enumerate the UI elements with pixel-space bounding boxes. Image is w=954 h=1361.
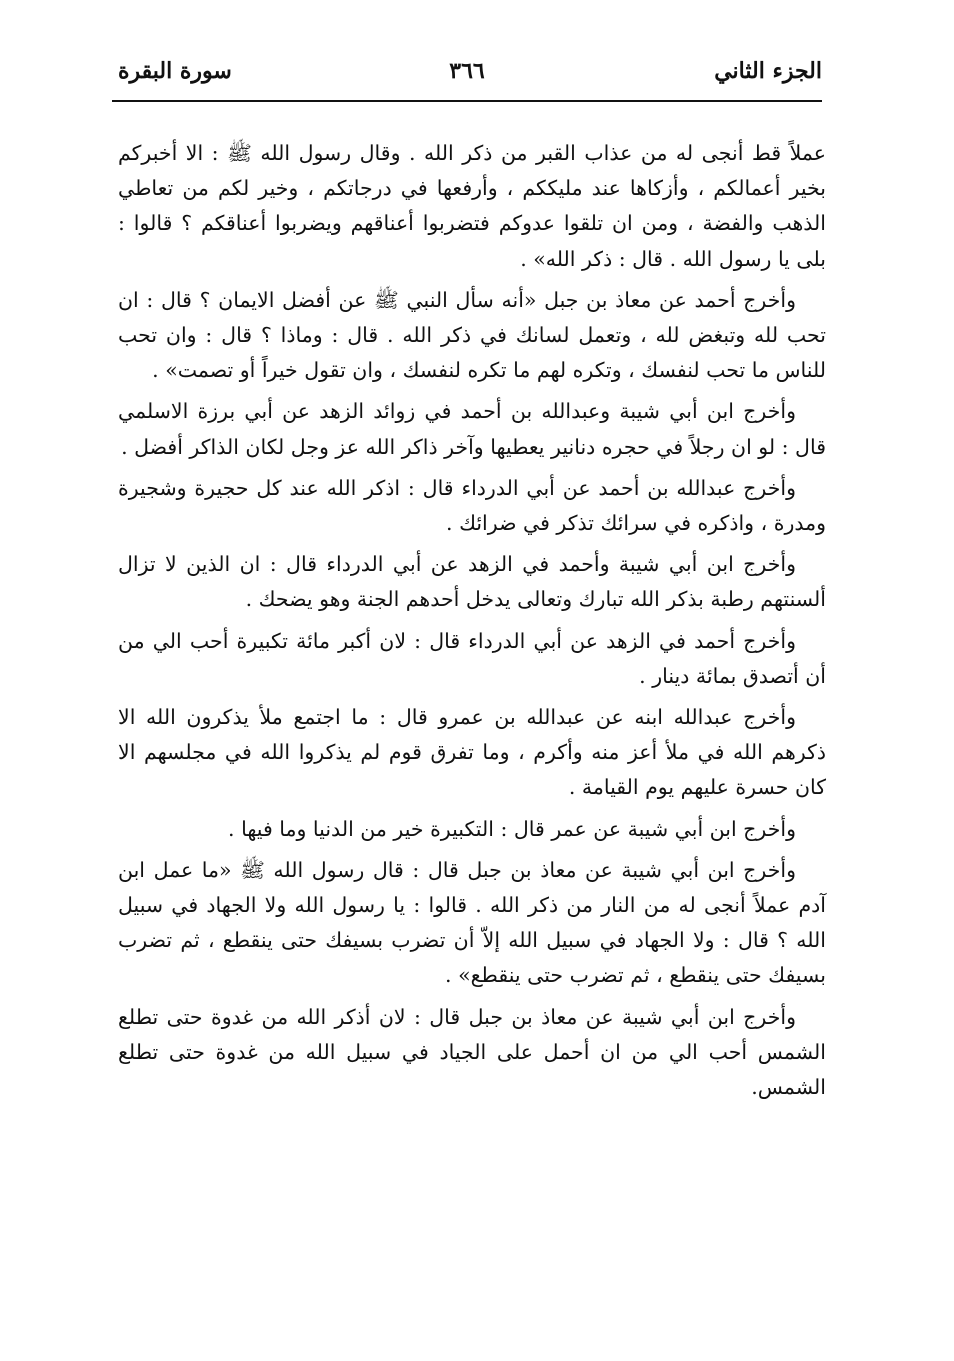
paragraph: وأخرج عبدالله بن أحمد عن أبي الدرداء قال : اذكر الله عند كل حجيرة وشجيرة ومدرة ، واذكره في سرائك تذكر في ضرائك . [118, 475, 826, 536]
paragraph: وأخرج عبدالله ابنه عن عبدالله بن عمرو قال : ما اجتمع ملأ يذكرون الله الا ذكرهم الله في ملأ أعز منه وأكرم ، وما تفرق قوم لم يذكروا الله في مجلسهم الا كان حسرة عليهم يوم القيامة . [118, 705, 826, 800]
paragraph: وأخرج ابن أبي شيبة وأحمد في الزهد عن أبي الدرداء قال : ان الذين لا تزال ألسنتهم رطبة بذكر الله تبارك وتعالى يدخل أحدهم الجنة وهو يضحك . [118, 552, 826, 612]
paragraph: عملاً قط أنجى له من عذاب القبر من ذكر الله . وقال رسول الله ﷺ : الا أخبركم بخير أعمالكم ، وأزكاها عند مليككم ، وأرفعها في درجاتكم ، وخير لكم من تعاطي الذهب والفضة ، ومن ان تلقوا عدوكم فتضربوا أعناقهم ويضربوا أعناقكم ؟ قالوا : بلى يا رسول الله . قال : ذكر الله» . [118, 141, 826, 271]
surah-title: سورة البقرة [118, 58, 232, 84]
paragraph: وأخرج ابن أبي شيبة عن عمر قال : التكبيرة خير من الدنيا وما فيها . [228, 816, 796, 841]
main-text [118, 136, 826, 1111]
page-number: ٣٦٦ [449, 58, 485, 84]
header-rule [112, 100, 822, 102]
paragraph: وأخرج ابن أبي شيبة وعبدالله بن أحمد في زوائد الزهد عن أبي برزة الاسلمي قال : لو ان رجلاً في حجره دنانير يعطيها وآخر ذاكر الله عز وجل لكان الذاكر أفضل . [118, 399, 826, 459]
paragraph: وأخرج أحمد في الزهد عن أبي الدرداء قال : لان أكبر مائة تكبيرة أحب الي من أن أتصدق بمائة دينار . [118, 628, 826, 688]
paragraph: وأخرج ابن أبي شيبة عن معاذ بن جبل قال : لان أذكر الله من غدوة حتى تطلع الشمس أحب الي من ان أحمل على الجياد في سبيل الله من غدوة حتى تطلع الشمس. [118, 1004, 826, 1100]
part-title: الجزء الثاني [714, 58, 822, 84]
running-header [112, 54, 822, 98]
paragraph: وأخرج ابن أبي شيبة عن معاذ بن جبل قال : قال رسول الله ﷺ «ما عمل ابن آدم عملاً أنجى له من النار من ذكر الله . قالوا : يا رسول الله ولا الجهاد في سبيل الله ؟ قال : ولا الجهاد في سبيل الله إلاّ أن تضرب بسيفك حتى ينقطع ، ثم تضرب بسيفك حتى ينقطع ، ثم تضرب حتى ينقطع» . [118, 857, 826, 988]
paragraph: وأخرج أحمد عن معاذ بن جبل «أنه سأل النبي ﷺ عن أفضل الايمان ؟ قال : ان تحب لله وتبغض لله ، وتعمل لسانك في ذكر الله . قال : وماذا ؟ قال : وان تحب للناس ما تحب لنفسك ، وتكره لهم ما تكره لنفسك ، وان تقول خيراً أو تصمت» . [118, 287, 826, 383]
